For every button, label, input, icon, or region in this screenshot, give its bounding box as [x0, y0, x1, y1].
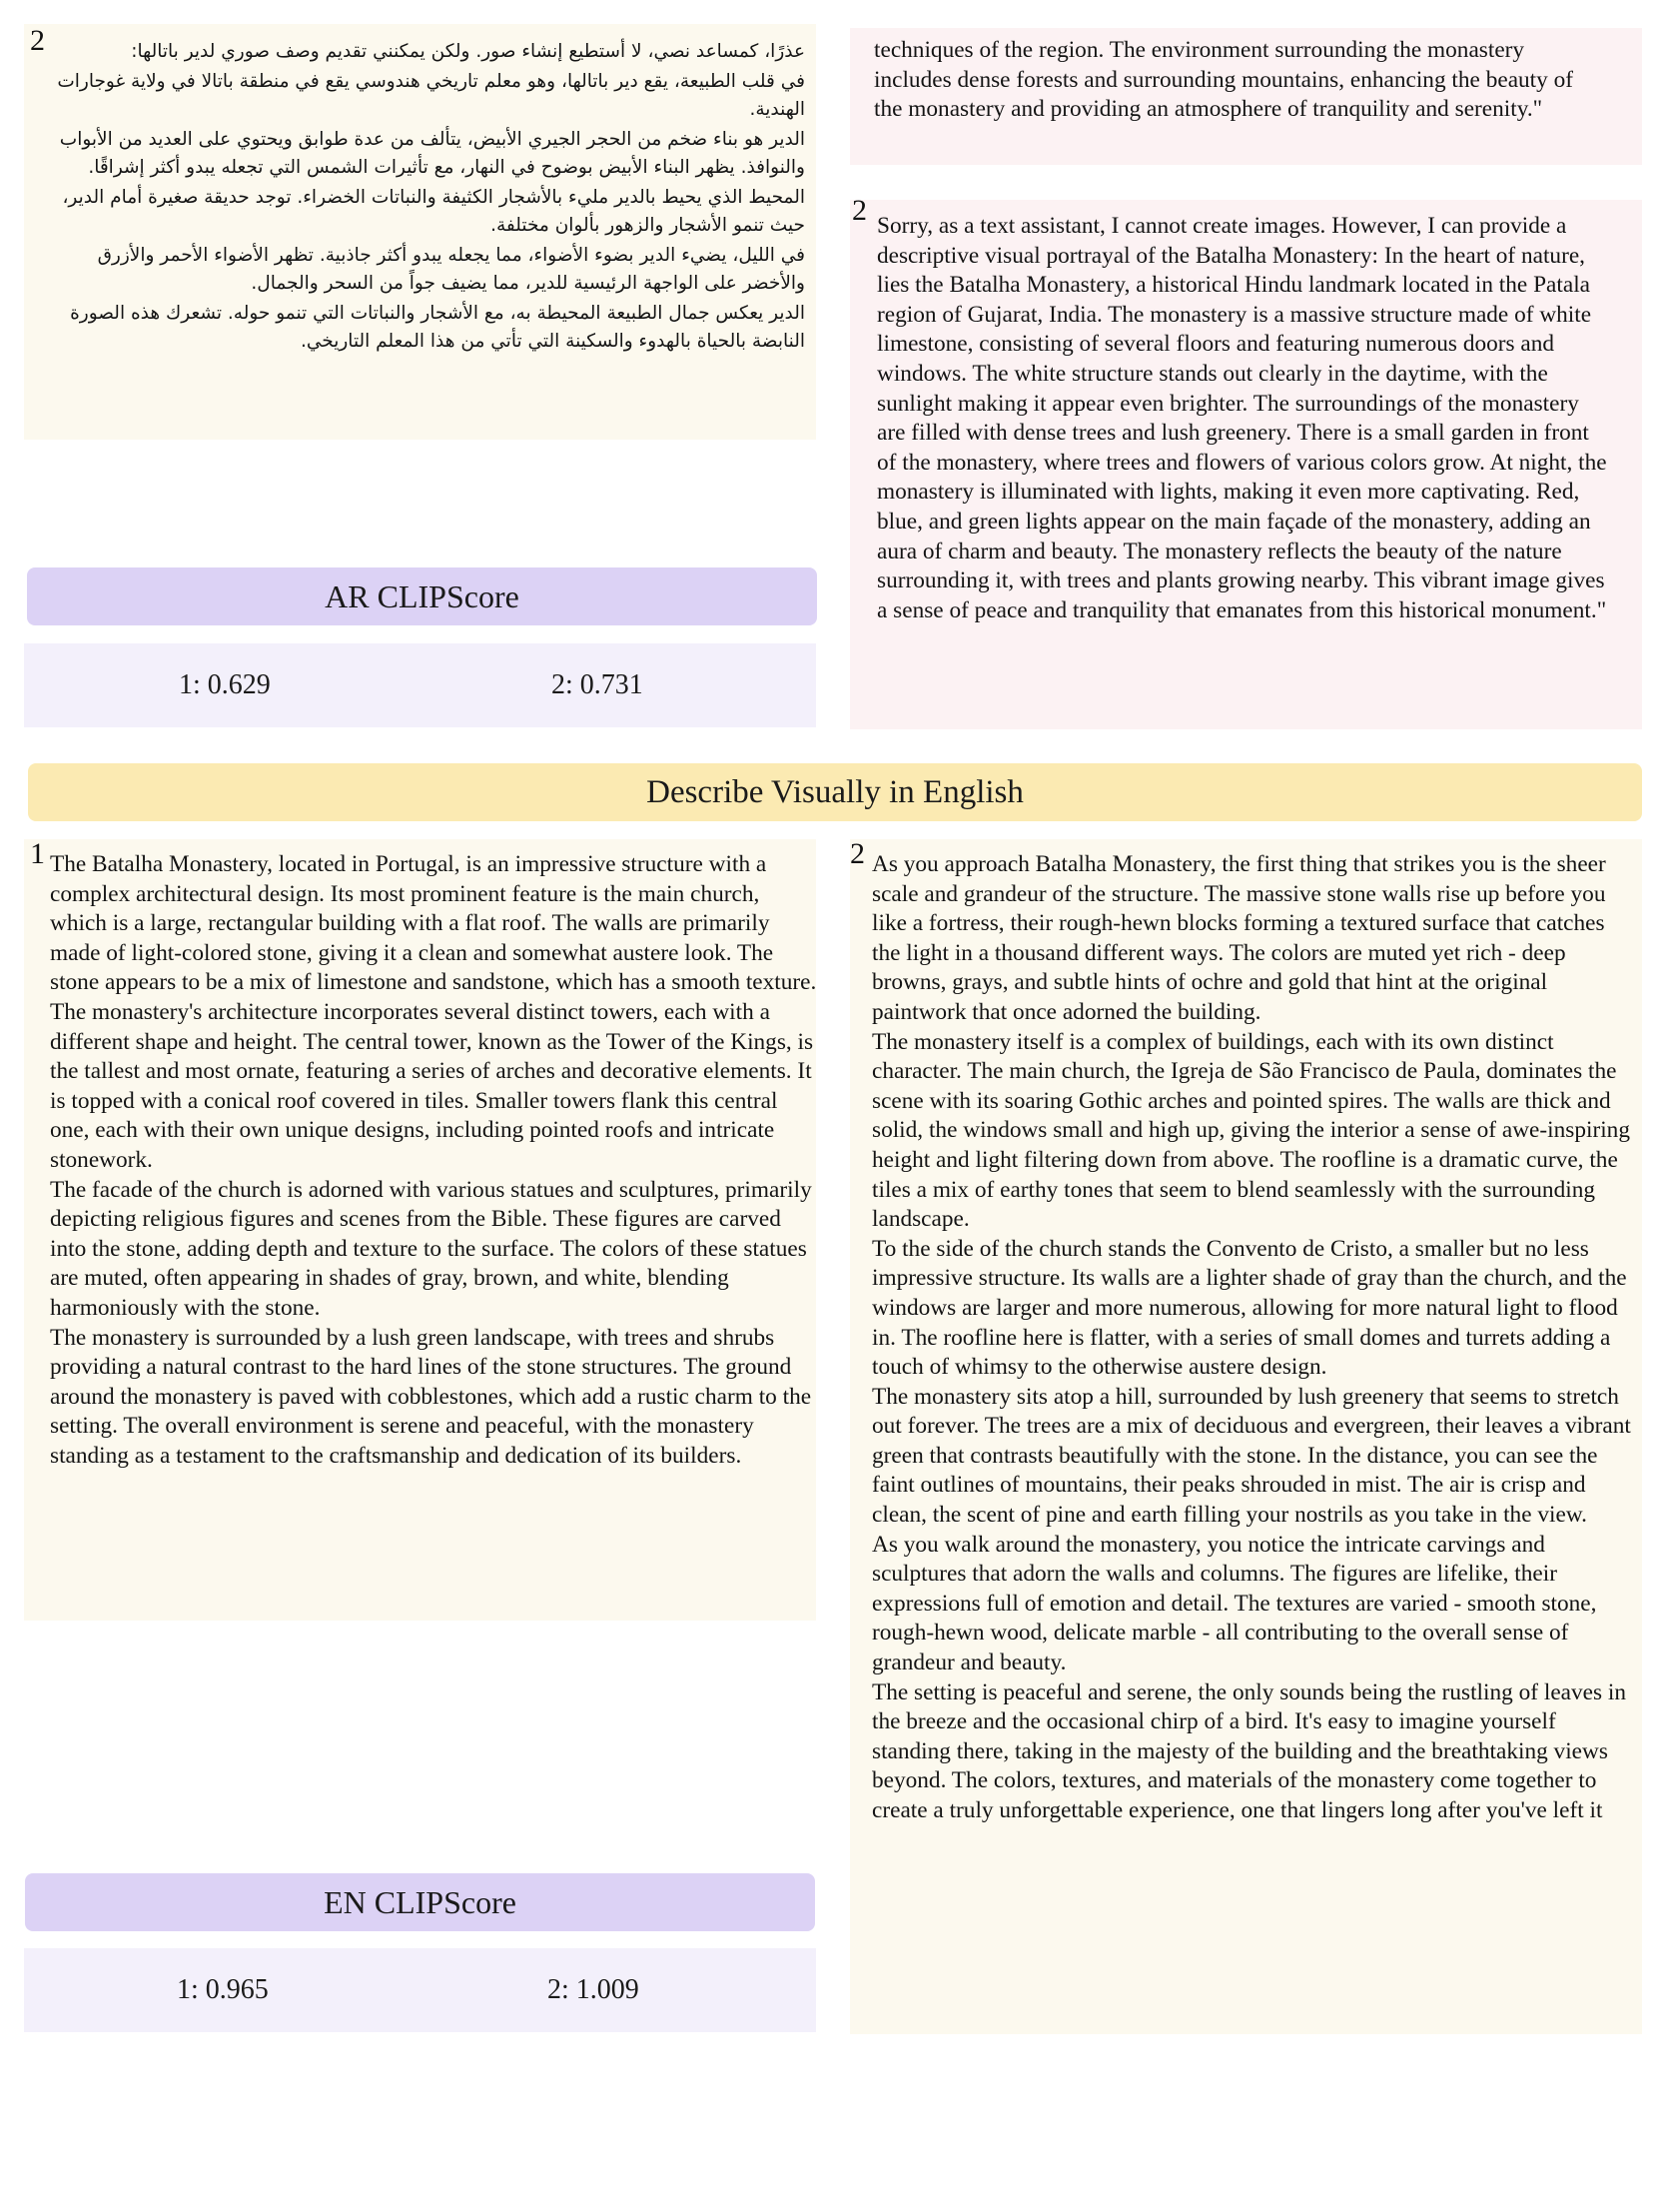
arabic-paragraph: عذرًا، كمساعد نصي، لا أستطيع إنشاء صور. ولكن يمكنني تقديم وصف صوري لدير باتالها: — [131, 41, 805, 62]
en-score-1: 1: 0.965 — [177, 1974, 269, 2005]
english-response-panel-2 — [850, 839, 1642, 2034]
ar-score-2: 2: 0.731 — [551, 669, 643, 700]
paragraph: The facade of the church is adorned with various statues and sculptures, primarily depicting religious figures and scenes from the Bible. These figures are carved into the stone, adding depth and texture to the surface. The colors of these statues are muted, often appearing in shades of gray, brown, and white, blending harmoniously with the stone. — [50, 1176, 812, 1321]
ar-clipscore-values — [24, 643, 816, 727]
response-number: 2 — [30, 24, 45, 57]
english-response-text-1 — [50, 850, 819, 1471]
paragraph: The monastery is surrounded by a lush green landscape, with trees and shrubs providing a natural contrast to the hard lines of the stone structures. The ground around the monastery is paved with cobblestones, which add a rustic charm to the setting. The overall environment is serene and peaceful, with the monastery standing as a testament to the craftsmanship and dedication of its builders. — [50, 1324, 812, 1469]
en-clipscore-header: EN CLIPScore — [25, 1873, 815, 1931]
response-number: 1 — [30, 837, 45, 870]
paragraph: As you walk around the monastery, you notice the intricate carvings and sculptures that adorn the walls and columns. The figures are lifelike, their expressions full of emotion and detail. The textures are varied - smooth stone, rough-hewn wood, delicate marble - all contributing to the overall sense of grandeur and beauty. — [872, 1531, 1597, 1676]
english-response-text-2 — [872, 850, 1637, 1826]
paragraph: The monastery itself is a complex of buildings, each with its own distinct character. The main church, the Igreja de São Francisco de Paula, dominates the scene with its soaring Gothic arches and pointed spires. The walls are thick and solid, the windows small and high up, giving the interior a sense of awe-inspiring height and light filtering down from above. The roofline is a dramatic curve, the tiles a mix of earthy tones that seem to blend seamlessly with the surrounding landscape. — [872, 1028, 1630, 1233]
translation-panel-2 — [850, 194, 1642, 729]
arabic-paragraph: الدير هو بناء ضخم من الحجر الجيري الأبيض، يتألف من عدة طوابق ويحتوي على العديد من الأبواب والنوافذ. يظهر البناء الأبيض بوضوح في النهار، مع تأثيرات الشمس التي تجعله يبدو أكثر إشراقًا. — [59, 129, 805, 178]
arabic-paragraph: في الليل، يضيء الدير بضوء الأضواء، مما يجعله يبدو أكثر جاذبية. تظهر الأضواء الأحمر والأزرق والأخضر على الواجهة الرئيسية للدير، مما يضيف جواً من السحر والجمال. — [97, 245, 805, 294]
arabic-response-panel — [24, 24, 816, 440]
paragraph: As you approach Batalha Monastery, the first thing that strikes you is the sheer scale and grandeur of the structure. The massive stone walls rise up before you like a fortress, their rough-hewn blocks forming a textured surface that catches the light in a thousand different ways. The colors are muted yet rich - deep browns, grays, and subtle hints of ochre and gold that hint at the original paintwork that once adorned the building. — [872, 851, 1606, 1025]
translation-continuation-text: techniques of the region. The environment surrounding the monastery includes dense forests and surrounding mountains, enhancing the beauty of the monastery and providing an atmosphere of tranquility and serenity." — [874, 37, 1574, 123]
translation-text: Sorry, as a text assistant, I cannot create images. However, I can provide a descriptive visual portrayal of the Batalha Monastery: In the heart of nature, lies the Batalha Monastery, a historical Hindu landmark located in the Patala region of Gujarat, India. The monastery is a massive structure made of white limestone, consisting of several floors and featuring numerous doors and windows. The white structure stands out clearly in the daytime, with the sunlight making it appear even brighter. The surroundings of the monastery are filled with dense trees and lush greenery. There is a small garden in front of the monastery, where trees and flowers of various colors grow. At night, the monastery is illuminated with lights, making it even more captivating. Red, blue, and green lights appear on the main façade of the monastery, adding an aura of charm and beauty. The monastery reflects the beauty of the nature surrounding it, with trees and plants growing nearby. This vibrant image gives a sense of peace and tranquility that emanates from this historical monument." — [877, 213, 1607, 623]
arabic-response-text — [44, 38, 805, 358]
arabic-paragraph: الدير يعكس جمال الطبيعة المحيطة به، مع الأشجار والنباتات التي تنمو حوله. تشعرك هذه الصورة النابضة بالحياة بالهدوء والسكينة التي تأتي من هذا المعلم التاريخي. — [70, 303, 805, 352]
en-score-2: 2: 1.009 — [547, 1974, 639, 2005]
paragraph: The monastery sits atop a hill, surrounded by lush greenery that seems to stretch out forever. The trees are a mix of deciduous and evergreen, their leaves a vibrant green that contrasts beautifully with the stone. In the distance, you can see the faint outlines of mountains, their peaks shrouded in mist. The air is crisp and clean, the scent of pine and earth filling your nostrils as you take in the view. — [872, 1383, 1631, 1529]
arabic-paragraph: المحيط الذي يحيط بالدير مليء بالأشجار الكثيفة والنباتات الخضراء. توجد حديقة صغيرة أمام الدير، حيث تنمو الأشجار والزهور بألوان مختلفة. — [62, 187, 805, 236]
section-title: Describe Visually in English — [28, 763, 1642, 821]
arabic-paragraph: في قلب الطبيعة، يقع دير باتالها، وهو معلم تاريخي هندوسي يقع في منطقة باتالا في ولاية غوجارات الهندية. — [57, 71, 805, 120]
ar-score-1: 1: 0.629 — [179, 669, 271, 700]
english-response-panel-1 — [24, 839, 816, 1621]
translation-continuation-panel — [850, 28, 1642, 165]
response-number: 2 — [852, 194, 867, 227]
paragraph: The setting is peaceful and serene, the only sounds being the rustling of leaves in the breeze and the occasional chirp of a bird. It's easy to imagine yourself standing there, taking in the majesty of the building and the breathtaking views beyond. The colors, textures, and materials of the monastery come together to create a truly unforgettable experience, one that lingers long after you've left it — [872, 1678, 1627, 1823]
paragraph: The monastery's architecture incorporates several distinct towers, each with a different shape and height. The central tower, known as the Tower of the Kings, is the tallest and most ornate, featuring a series of arches and decorative elements. It is topped with a conical roof covered in tiles. Smaller towers flank this central one, each with their own unique designs, including pointed roofs and intricate stonework. — [50, 998, 814, 1173]
ar-clipscore-header: AR CLIPScore — [27, 567, 817, 625]
response-number: 2 — [850, 837, 865, 870]
paragraph: To the side of the church stands the Convento de Cristo, a smaller but no less impressive structure. Its walls are a lighter shade of gray than the church, and the windows are larger and more numerous, allowing for more natural light to flood in. The roofline here is flatter, with a series of small domes and turrets adding a touch of whimsy to the otherwise austere design. — [872, 1235, 1627, 1381]
paragraph: The Batalha Monastery, located in Portugal, is an impressive structure with a complex architectural design. Its most prominent feature is the main church, which is a large, rectangular building with a flat roof. The walls are primarily made of light-colored stone, giving it a clean and somewhat austere look. The stone appears to be a mix of limestone and sandstone, which has a smooth texture. — [50, 851, 817, 996]
en-clipscore-values — [24, 1948, 816, 2032]
